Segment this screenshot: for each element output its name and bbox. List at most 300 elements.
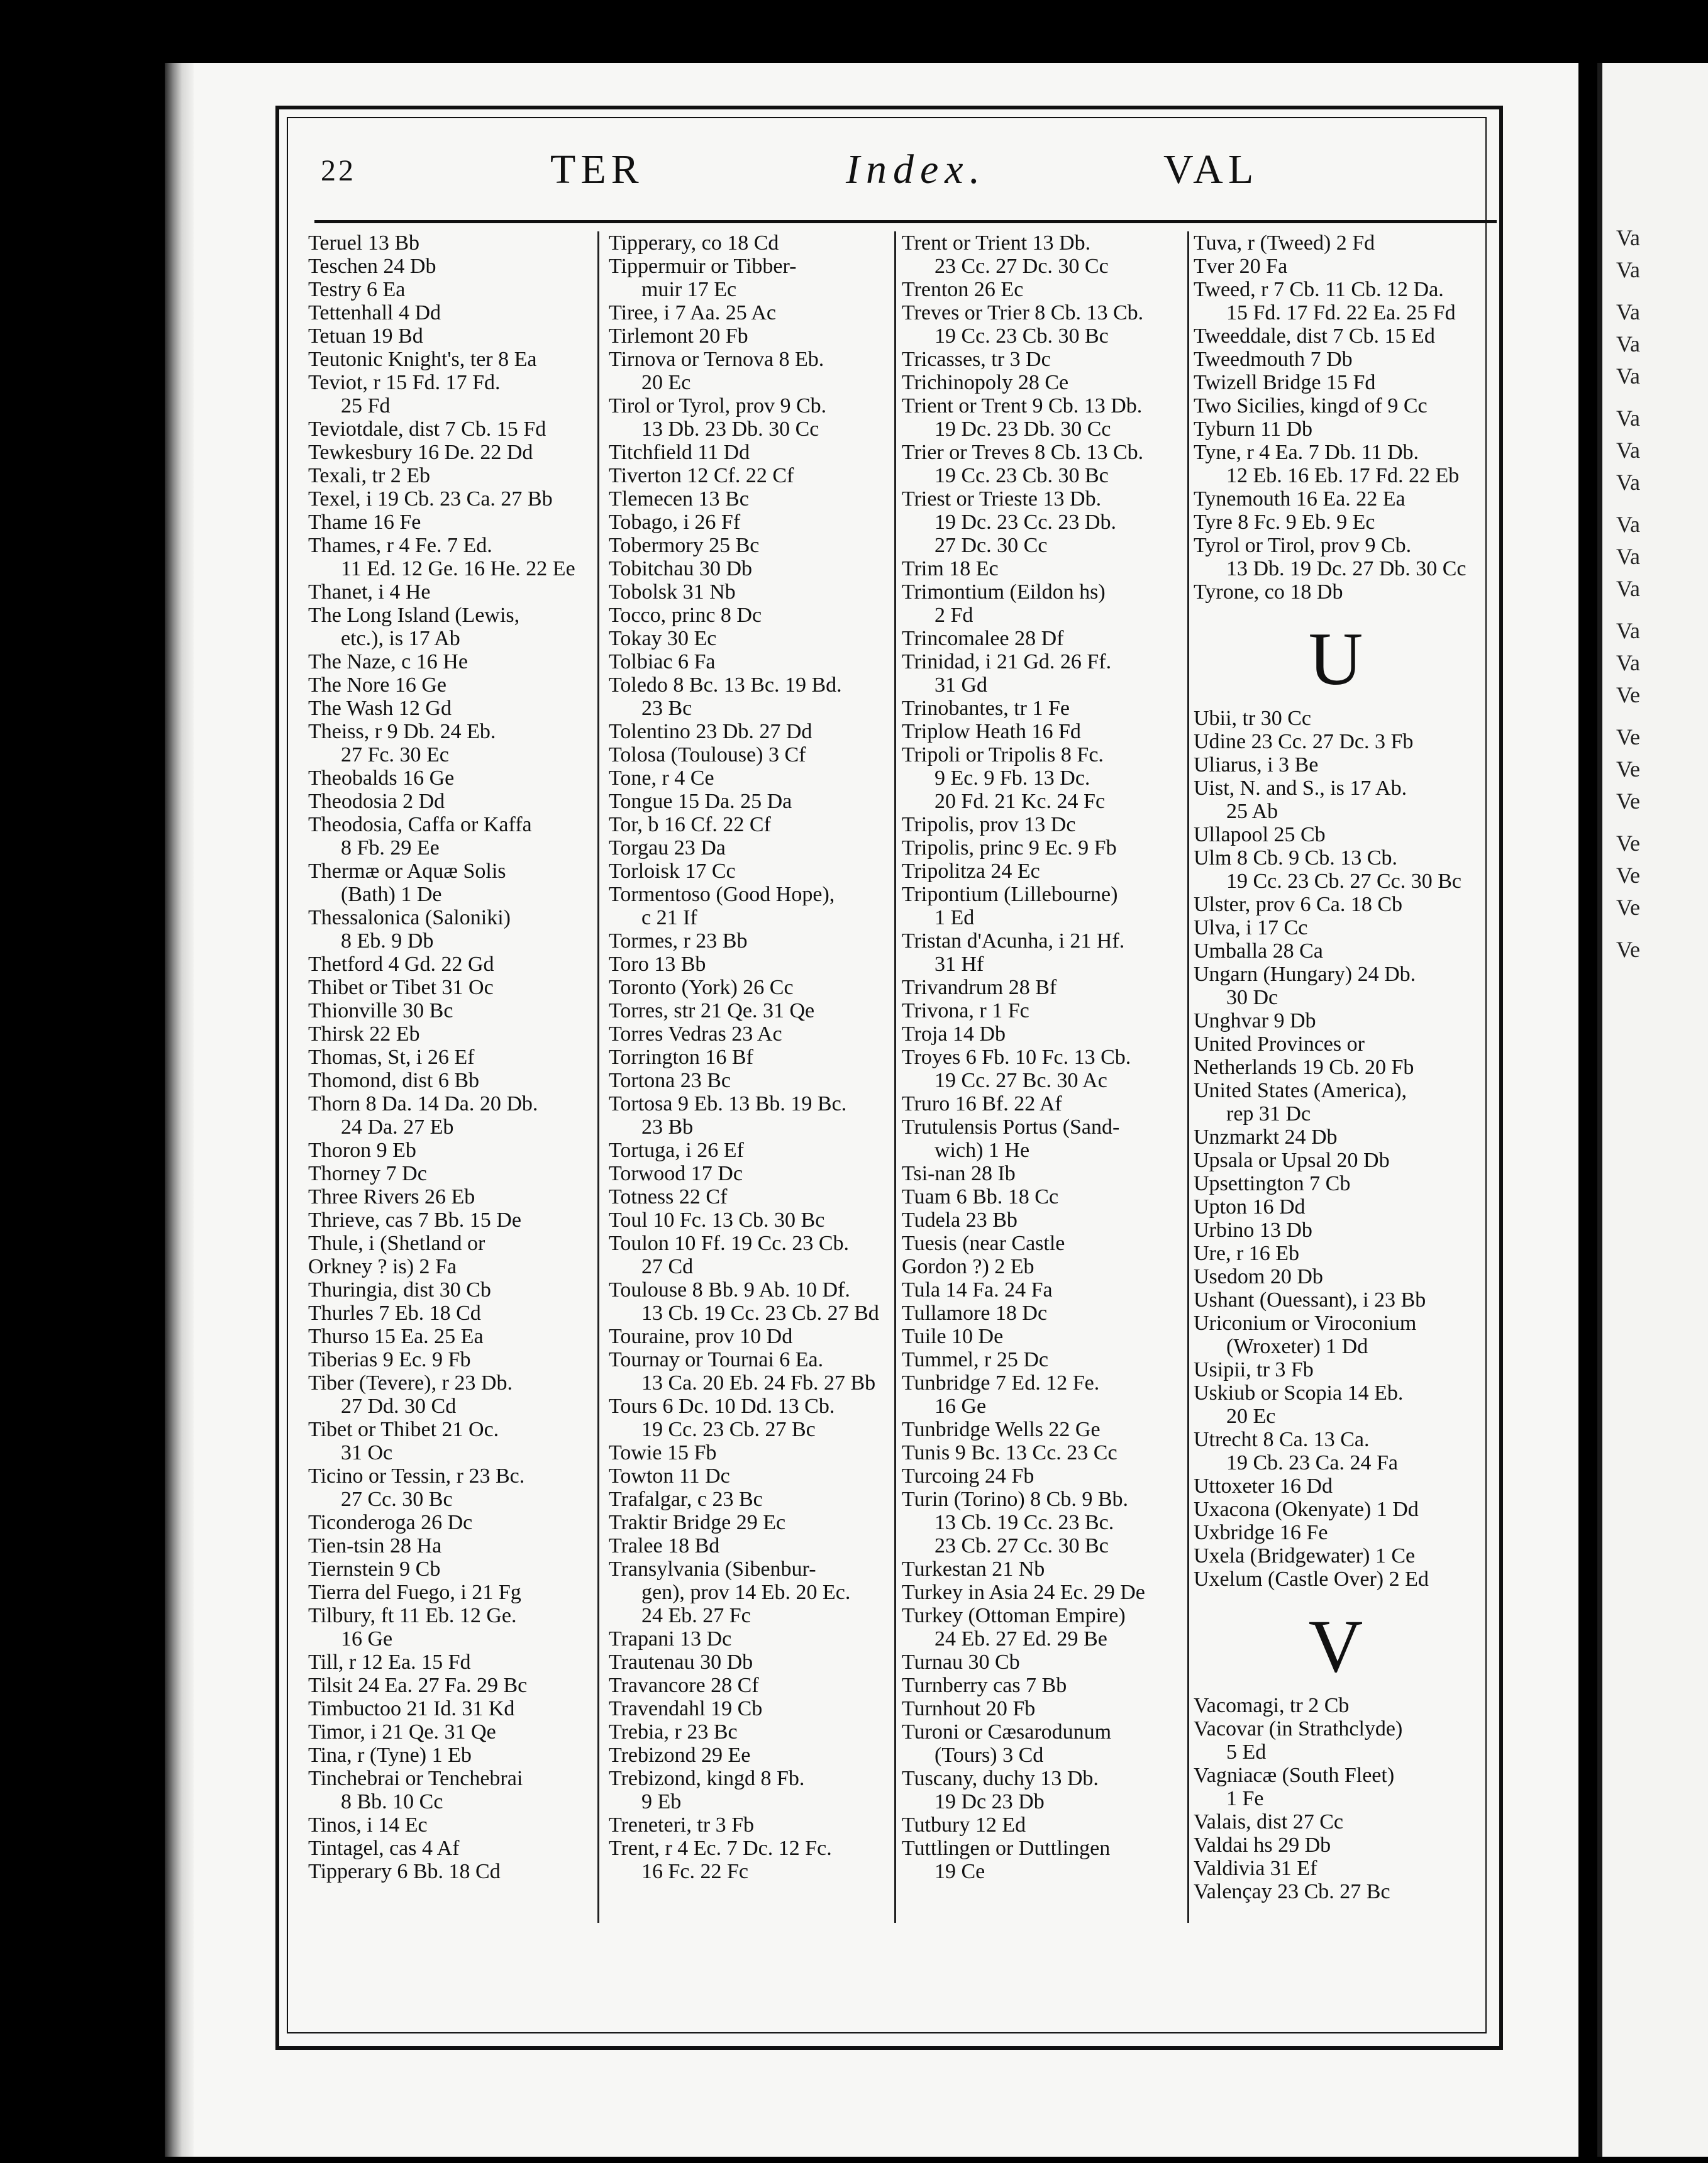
index-entry-continuation: etc.), is 17 Ab (341, 627, 460, 650)
index-entry: Tripolis, princ 9 Ec. 9 Fb (902, 836, 1117, 860)
index-entry-continuation: 20 Ec (1226, 1405, 1276, 1428)
index-entry-continuation: 1 Fe (1226, 1787, 1264, 1810)
index-entry: Tlemecen 13 Bc (609, 487, 749, 511)
index-entry: Tobermory 25 Bc (609, 534, 760, 557)
index-entry-continuation: 5 Ed (1226, 1740, 1267, 1764)
index-entry: Tours 6 Dc. 10 Dd. 13 Cb. (609, 1395, 835, 1418)
index-entry: Trimontium (Eildon hs) (902, 580, 1106, 604)
index-entry-continuation: wich) 1 He (934, 1139, 1030, 1162)
facing-page-fragment: Ve (1616, 831, 1640, 856)
facing-page-fragment: Ve (1616, 756, 1640, 782)
index-entry: Tortona 23 Bc (609, 1069, 731, 1092)
facing-page-fragment: Va (1616, 576, 1640, 601)
index-entry: Tiverton 12 Cf. 22 Cf (609, 464, 794, 487)
index-entry: Trim 18 Ec (902, 557, 999, 580)
index-entry-continuation: 27 Dc. 30 Cc (934, 534, 1048, 557)
index-entry-continuation: 13 Cb. 19 Cc. 23 Bc. (934, 1511, 1114, 1534)
index-entry: United Provinces or (1194, 1032, 1365, 1056)
index-entry: Uttoxeter 16 Dd (1194, 1474, 1333, 1498)
index-entry-continuation: 16 Ge (341, 1627, 393, 1651)
index-entry-continuation: 1 Ed (934, 906, 975, 929)
index-entry: Uist, N. and S., is 17 Ab. (1194, 777, 1407, 800)
index-columns (308, 231, 1490, 1923)
index-entry-continuation: (Tours) 3 Cd (934, 1744, 1044, 1767)
index-entry-continuation: 30 Dc (1226, 986, 1278, 1009)
index-entry: Uriconium or Viroconium (1194, 1312, 1417, 1335)
facing-page-fragment: Ve (1616, 788, 1640, 814)
index-entry: Teruel 13 Bb (308, 231, 420, 255)
facing-page-fragment: Va (1616, 650, 1640, 675)
index-entry: Trincomalee 28 Df (902, 627, 1064, 650)
facing-page-fragment: Va (1616, 544, 1640, 569)
index-entry: Tetuan 19 Bd (308, 324, 423, 348)
index-entry-continuation: 23 Bb (641, 1115, 694, 1139)
index-entry-continuation: c 21 If (641, 906, 697, 929)
index-entry: Tiree, i 7 Aa. 25 Ac (609, 301, 777, 324)
index-entry-continuation: 9 Ec. 9 Fb. 13 Dc. (934, 766, 1090, 790)
index-entry: Upsala or Upsal 20 Db (1194, 1149, 1390, 1172)
index-entry-continuation: 8 Bb. 10 Cc (341, 1790, 443, 1813)
index-entry: Tortosa 9 Eb. 13 Bb. 19 Bc. (609, 1092, 847, 1115)
index-entry-continuation: 13 Db. 19 Dc. 27 Db. 30 Cc (1226, 557, 1467, 580)
index-entry: Tiber (Tevere), r 23 Db. (308, 1371, 513, 1395)
index-entry-continuation: 31 Hf (934, 953, 984, 976)
index-entry: Turin (Torino) 8 Cb. 9 Bb. (902, 1488, 1129, 1511)
index-entry: Upsettington 7 Cb (1194, 1172, 1351, 1195)
index-entry: Tournay or Tournai 6 Ea. (609, 1348, 824, 1371)
index-entry: Unghvar 9 Db (1194, 1009, 1316, 1032)
index-entry: Turkestan 21 Nb (902, 1557, 1045, 1581)
index-entry: Tierra del Fuego, i 21 Fg (308, 1581, 521, 1604)
index-entry: Texel, i 19 Cb. 23 Ca. 27 Bb (308, 487, 553, 511)
index-entry: Tripoli or Tripolis 8 Fc. (902, 743, 1104, 766)
index-entry: Turnau 30 Cb (902, 1651, 1020, 1674)
facing-page-fragment: Va (1616, 299, 1640, 324)
index-entry: Troyes 6 Fb. 10 Fc. 13 Cb. (902, 1046, 1131, 1069)
index-entry-continuation: (Wroxeter) 1 Dd (1226, 1335, 1368, 1358)
index-entry-continuation: 27 Fc. 30 Ec (341, 743, 449, 766)
index-entry-continuation: 27 Cd (641, 1255, 694, 1278)
index-entry: Treneteri, tr 3 Fb (609, 1813, 755, 1837)
index-entry: Trebizond 29 Ee (609, 1744, 751, 1767)
index-entry-continuation: 2 Fd (934, 604, 973, 627)
index-entry: Tolbiac 6 Fa (609, 650, 716, 673)
index-column-4 (1194, 231, 1478, 1903)
index-entry: Tullamore 18 Dc (902, 1302, 1048, 1325)
index-entry: Torgau 23 Da (609, 836, 726, 860)
index-entry: Turoni or Cæsarodunum (902, 1720, 1112, 1744)
facing-page-fragment: Va (1616, 618, 1640, 643)
index-entry-continuation: 19 Dc 23 Db (934, 1790, 1045, 1813)
index-entry: Toulouse 8 Bb. 9 Ab. 10 Df. (609, 1278, 850, 1302)
index-entry-continuation: 16 Ge (934, 1395, 987, 1418)
facing-page-fragment: Ve (1616, 937, 1640, 962)
index-entry: Urbino 13 Db (1194, 1219, 1312, 1242)
index-entry: Ubii, tr 30 Cc (1194, 707, 1311, 730)
index-entry: Thule, i (Shetland or (308, 1232, 485, 1255)
index-entry: Tudela 23 Bb (902, 1209, 1018, 1232)
index-entry: Tripontium (Lillebourne) (902, 883, 1118, 906)
index-entry: Troja 14 Db (902, 1022, 1006, 1046)
index-entry: Tongue 15 Da. 25 Da (609, 790, 792, 813)
index-entry: Timor, i 21 Qe. 31 Qe (308, 1720, 496, 1744)
index-entry-continuation: 20 Fd. 21 Kc. 24 Fc (934, 790, 1106, 813)
index-entry: The Long Island (Lewis, (308, 604, 520, 627)
index-entry: Tirol or Tyrol, prov 9 Cb. (609, 394, 827, 418)
index-entry: Thermæ or Aquæ Solis (308, 860, 506, 883)
facing-page-fragment: Va (1616, 512, 1640, 537)
index-entry: Valençay 23 Cb. 27 Bc (1194, 1880, 1390, 1903)
index-entry: Tewkesbury 16 De. 22 Dd (308, 441, 533, 464)
index-entry: Thomas, St, i 26 Ef (308, 1046, 475, 1069)
index-entry: Trebia, r 23 Bc (609, 1720, 738, 1744)
index-entry: Tone, r 4 Ce (609, 766, 714, 790)
index-entry: Toulon 10 Ff. 19 Cc. 23 Cb. (609, 1232, 850, 1255)
page-gutter (165, 63, 194, 2157)
index-entry: Tunis 9 Bc. 13 Cc. 23 Cc (902, 1441, 1117, 1464)
index-entry: Toro 13 Bb (609, 953, 706, 976)
index-entry: Toul 10 Fc. 13 Cb. 30 Bc (609, 1209, 825, 1232)
index-entry: Tor, b 16 Cf. 22 Cf (609, 813, 771, 836)
index-entry-continuation: 9 Eb (641, 1790, 682, 1813)
facing-page-fragment: Va (1616, 331, 1640, 357)
index-entry: Ulm 8 Cb. 9 Cb. 13 Cb. (1194, 846, 1397, 870)
index-entry: Teschen 24 Db (308, 255, 436, 278)
left-guide-word: TER (550, 147, 644, 192)
index-entry: Uliarus, i 3 Be (1194, 753, 1319, 777)
index-entry: Thurles 7 Eb. 18 Cd (308, 1302, 481, 1325)
index-entry: Tynemouth 16 Ea. 22 Ea (1194, 487, 1406, 511)
index-entry: Trenton 26 Ec (902, 278, 1024, 301)
index-entry: Upton 16 Dd (1194, 1195, 1306, 1219)
index-entry: Thoron 9 Eb (308, 1139, 416, 1162)
index-entry: Turcoing 24 Fb (902, 1464, 1034, 1488)
index-entry: Titchfield 11 Dd (609, 441, 750, 464)
index-entry: Uxbridge 16 Fe (1194, 1521, 1328, 1544)
index-entry-continuation: 31 Gd (934, 673, 988, 697)
index-entry: Ushant (Ouessant), i 23 Bb (1194, 1288, 1426, 1312)
page-title: Index. (846, 147, 987, 192)
index-entry: Netherlands 19 Cb. 20 Fb (1194, 1056, 1414, 1079)
index-entry-continuation: 19 Cc. 23 Cb. 30 Bc (934, 464, 1109, 487)
index-entry: Tula 14 Fa. 24 Fa (902, 1278, 1053, 1302)
index-entry: Usipii, tr 3 Fb (1194, 1358, 1314, 1381)
index-entry: Trautenau 30 Db (609, 1651, 753, 1674)
index-entry: Tuttlingen or Duttlingen (902, 1837, 1111, 1860)
index-entry: Trinobantes, tr 1 Fe (902, 697, 1070, 720)
index-entry-continuation: 27 Dd. 30 Cd (341, 1395, 457, 1418)
index-entry: Tilbury, ft 11 Eb. 12 Ge. (308, 1604, 517, 1627)
facing-page-text (1616, 226, 1704, 970)
index-entry-continuation: 13 Cb. 19 Cc. 23 Cb. 27 Bd (641, 1302, 879, 1325)
index-entry-continuation: 12 Eb. 16 Eb. 17 Fd. 22 Eb (1226, 464, 1460, 487)
index-entry: Torwood 17 Dc (609, 1162, 743, 1185)
index-entry: Trier or Treves 8 Cb. 13 Cb. (902, 441, 1144, 464)
index-entry: Teviot, r 15 Fd. 17 Fd. (308, 371, 501, 394)
index-entry: Trent, r 4 Ec. 7 Dc. 12 Fc. (609, 1837, 832, 1860)
index-entry: Thomond, dist 6 Bb (308, 1069, 480, 1092)
index-entry: Tuile 10 De (902, 1325, 1004, 1348)
index-entry: Truro 16 Bf. 22 Af (902, 1092, 1062, 1115)
header-rule (314, 220, 1497, 223)
index-entry: Trivandrum 28 Bf (902, 976, 1057, 999)
index-entry: Tiberias 9 Ec. 9 Fb (308, 1348, 471, 1371)
index-entry: Tortuga, i 26 Ef (609, 1139, 744, 1162)
index-entry: Toledo 8 Bc. 13 Bc. 19 Bd. (609, 673, 842, 697)
index-column-1 (308, 231, 592, 1883)
index-entry: Tinchebrai or Tenchebrai (308, 1767, 523, 1790)
index-entry: Theobalds 16 Ge (308, 766, 455, 790)
index-entry: Thirsk 22 Eb (308, 1022, 420, 1046)
index-entry: Tobitchau 30 Db (609, 557, 753, 580)
index-entry: Tyburn 11 Db (1194, 418, 1313, 441)
index-entry: Trapani 13 Dc (609, 1627, 732, 1651)
index-entry: Tokay 30 Ec (609, 627, 717, 650)
index-entry: Orkney ? is) 2 Fa (308, 1255, 457, 1278)
index-entry: Theodosia, Caffa or Kaffa (308, 813, 532, 836)
index-entry: Tien-tsin 28 Ha (308, 1534, 442, 1557)
index-entry: Tweeddale, dist 7 Cb. 15 Ed (1194, 324, 1435, 348)
index-entry: Thionville 30 Bc (308, 999, 453, 1022)
index-entry-continuation: 15 Fd. 17 Fd. 22 Ea. 25 Fd (1226, 301, 1456, 324)
index-entry: Umballa 28 Ca (1194, 939, 1323, 963)
index-entry: Tyne, r 4 Ea. 7 Db. 11 Db. (1194, 441, 1419, 464)
index-entry: Tyrol or Tirol, prov 9 Cb. (1194, 534, 1412, 557)
facing-page-fragment: Va (1616, 257, 1640, 282)
index-entry: Trichinopoly 28 Ce (902, 371, 1069, 394)
index-entry: Tyrone, co 18 Db (1194, 580, 1343, 604)
index-entry: Utrecht 8 Ca. 13 Ca. (1194, 1428, 1370, 1451)
index-entry: Usedom 20 Db (1194, 1265, 1323, 1288)
index-entry: Tormentoso (Good Hope), (609, 883, 835, 906)
index-entry: United States (America), (1194, 1079, 1407, 1102)
facing-page-fragment: Ve (1616, 895, 1640, 920)
index-entry: Tsi-nan 28 Ib (902, 1162, 1016, 1185)
index-entry: Triest or Trieste 13 Db. (902, 487, 1102, 511)
index-entry-continuation: 19 Cc. 23 Cb. 27 Bc (641, 1418, 816, 1441)
index-entry: Tintagel, cas 4 Af (308, 1837, 460, 1860)
index-entry: Ullapool 25 Cb (1194, 823, 1326, 846)
index-entry-continuation: 19 Ce (934, 1860, 985, 1883)
index-entry: Torrington 16 Bf (609, 1046, 753, 1069)
index-entry: Vacovar (in Strathclyde) (1194, 1717, 1403, 1740)
index-entry: Ticonderoga 26 Dc (308, 1511, 473, 1534)
index-entry: Tinos, i 14 Ec (308, 1813, 428, 1837)
index-entry-continuation: 24 Eb. 27 Fc (641, 1604, 751, 1627)
index-entry: Valdivia 31 Ef (1194, 1857, 1317, 1880)
facing-page-fragment: Va (1616, 363, 1640, 389)
index-entry: Trent or Trient 13 Db. (902, 231, 1091, 255)
index-entry: Udine 23 Cc. 27 Dc. 3 Fb (1194, 730, 1414, 753)
index-entry: Tyre 8 Fc. 9 Eb. 9 Ec (1194, 511, 1375, 534)
index-entry: Thanet, i 4 He (308, 580, 431, 604)
index-entry: Tuscany, duchy 13 Db. (902, 1767, 1099, 1790)
index-entry: Tutbury 12 Ed (902, 1813, 1026, 1837)
index-entry: Tipperary, co 18 Cd (609, 231, 779, 255)
index-entry: Trinidad, i 21 Gd. 26 Ff. (902, 650, 1112, 673)
index-entry: Turnhout 20 Fb (902, 1697, 1036, 1720)
index-entry: Touraine, prov 10 Dd (609, 1325, 793, 1348)
index-entry: Thessalonica (Saloniki) (308, 906, 511, 929)
index-entry: Teviotdale, dist 7 Cb. 15 Fd (308, 418, 546, 441)
index-entry: Thorney 7 Dc (308, 1162, 427, 1185)
index-entry: Torloisk 17 Cc (609, 860, 736, 883)
index-entry-continuation: 25 Fd (341, 394, 391, 418)
index-entry: Tunbridge Wells 22 Ge (902, 1418, 1101, 1441)
section-letter: V (1308, 1604, 1363, 1688)
index-entry: Tina, r (Tyne) 1 Eb (308, 1744, 472, 1767)
index-entry-continuation: 23 Bc (641, 697, 692, 720)
index-entry-continuation: 31 Oc (341, 1441, 393, 1464)
index-entry: Tormes, r 23 Bb (609, 929, 748, 953)
index-entry: Uxela (Bridgewater) 1 Ce (1194, 1544, 1416, 1568)
index-entry: Tettenhall 4 Dd (308, 301, 441, 324)
index-entry: Triplow Heath 16 Fd (902, 720, 1081, 743)
index-entry: Trient or Trent 9 Cb. 13 Db. (902, 394, 1143, 418)
page-number: 22 (321, 154, 356, 187)
index-entry: Traktir Bridge 29 Ec (609, 1511, 786, 1534)
index-entry: Tipperary 6 Bb. 18 Cd (308, 1860, 501, 1883)
index-column-2 (609, 231, 893, 1883)
index-entry: Two Sicilies, kingd of 9 Cc (1194, 394, 1428, 418)
index-entry: Thetford 4 Gd. 22 Gd (308, 953, 494, 976)
facing-page-fragment: Va (1616, 470, 1640, 495)
index-entry: Tralee 18 Bd (609, 1534, 720, 1557)
index-entry-continuation: 19 Cb. 23 Ca. 24 Fa (1226, 1451, 1398, 1474)
index-entry: Till, r 12 Ea. 15 Fd (308, 1651, 471, 1674)
index-entry: Testry 6 Ea (308, 278, 406, 301)
index-entry: Tricasses, tr 3 Dc (902, 348, 1051, 371)
index-entry: Thame 16 Fe (308, 511, 421, 534)
index-entry: Tuva, r (Tweed) 2 Fd (1194, 231, 1375, 255)
right-guide-word: VAL (1163, 147, 1259, 192)
index-entry: Towton 11 Dc (609, 1464, 730, 1488)
index-entry: Treves or Trier 8 Cb. 13 Cb. (902, 301, 1144, 324)
index-entry: Vagniacæ (South Fleet) (1194, 1764, 1395, 1787)
index-entry: Theiss, r 9 Db. 24 Eb. (308, 720, 496, 743)
index-entry: The Wash 12 Gd (308, 697, 452, 720)
index-entry: Travendahl 19 Cb (609, 1697, 763, 1720)
facing-page-fragment: Ve (1616, 682, 1640, 707)
facing-page-fragment: Va (1616, 225, 1640, 250)
index-entry-continuation: 19 Cc. 23 Cb. 27 Cc. 30 Bc (1226, 870, 1461, 893)
index-entry: Ulva, i 17 Cc (1194, 916, 1308, 939)
index-entry: Uxacona (Okenyate) 1 Dd (1194, 1498, 1419, 1521)
index-entry: Thurso 15 Ea. 25 Ea (308, 1325, 484, 1348)
index-entry: Turkey in Asia 24 Ec. 29 De (902, 1581, 1145, 1604)
index-entry-continuation: 23 Cc. 27 Dc. 30 Cc (934, 255, 1109, 278)
index-entry: Tiernstein 9 Cb (308, 1557, 441, 1581)
index-entry: Toronto (York) 26 Cc (609, 976, 794, 999)
index-entry: Travancore 28 Cf (609, 1674, 759, 1697)
index-entry-continuation: 19 Dc. 23 Db. 30 Cc (934, 418, 1111, 441)
index-entry-continuation: 19 Dc. 23 Cc. 23 Db. (934, 511, 1116, 534)
index-entry: Trebizond, kingd 8 Fb. (609, 1767, 805, 1790)
facing-page-fragment: Va (1616, 438, 1640, 463)
facing-page-fragment: Ve (1616, 863, 1640, 888)
facing-page-fragment: Va (1616, 406, 1640, 431)
index-entry: Turkey (Ottoman Empire) (902, 1604, 1126, 1627)
index-entry: Torres, str 21 Qe. 31 Qe (609, 999, 815, 1022)
index-entry: Tummel, r 25 Dc (902, 1348, 1048, 1371)
index-entry: Ulster, prov 6 Ca. 18 Cb (1194, 893, 1402, 916)
index-entry-continuation: 11 Ed. 12 Ge. 16 He. 22 Ee (341, 557, 575, 580)
index-entry-continuation: gen), prov 14 Eb. 20 Ec. (641, 1581, 851, 1604)
index-entry-continuation: 13 Ca. 20 Eb. 24 Fb. 27 Bb (641, 1371, 876, 1395)
index-entry: Tocco, princ 8 Dc (609, 604, 762, 627)
section-letter: U (1308, 617, 1363, 700)
index-entry: Tweed, r 7 Cb. 11 Cb. 12 Da. (1194, 278, 1444, 301)
index-entry: Uxelum (Castle Over) 2 Ed (1194, 1568, 1429, 1591)
index-entry: Thuringia, dist 30 Cb (308, 1278, 491, 1302)
index-entry-continuation: 16 Fc. 22 Fc (641, 1860, 748, 1883)
index-entry: Thrieve, cas 7 Bb. 15 De (308, 1209, 521, 1232)
index-entry: Thibet or Tibet 31 Oc (308, 976, 494, 999)
index-entry: Tolosa (Toulouse) 3 Cf (609, 743, 806, 766)
index-entry: Tripolis, prov 13 Dc (902, 813, 1076, 836)
index-entry: Valais, dist 27 Cc (1194, 1810, 1343, 1834)
index-entry: Torres Vedras 23 Ac (609, 1022, 782, 1046)
index-entry: Tuesis (near Castle (902, 1232, 1065, 1255)
index-entry: Ticino or Tessin, r 23 Bc. (308, 1464, 525, 1488)
index-entry: Tirlemont 20 Fb (609, 324, 748, 348)
index-entry-continuation: (Bath) 1 De (341, 883, 442, 906)
index-entry: Tibet or Thibet 21 Oc. (308, 1418, 499, 1441)
index-entry-continuation: 24 Eb. 27 Ed. 29 Be (934, 1627, 1107, 1651)
index-entry-continuation: 19 Cc. 23 Cb. 30 Bc (934, 324, 1109, 348)
index-entry: Texali, tr 2 Eb (308, 464, 431, 487)
index-entry-continuation: rep 31 Dc (1226, 1102, 1311, 1126)
index-entry-continuation: 24 Da. 27 Eb (341, 1115, 454, 1139)
index-entry-continuation: 8 Fb. 29 Ee (341, 836, 440, 860)
index-entry: Timbuctoo 21 Id. 31 Kd (308, 1697, 515, 1720)
index-entry: Tristan d'Acunha, i 21 Hf. (902, 929, 1125, 953)
index-entry-continuation: 13 Db. 23 Db. 30 Cc (641, 418, 819, 441)
index-entry-continuation: 23 Cb. 27 Cc. 30 Bc (934, 1534, 1109, 1557)
index-entry: Unzmarkt 24 Db (1194, 1126, 1338, 1149)
index-entry: Uskiub or Scopia 14 Eb. (1194, 1381, 1404, 1405)
index-entry: Tilsit 24 Ea. 27 Fa. 29 Bc (308, 1674, 528, 1697)
index-entry: Teutonic Knight's, ter 8 Ea (308, 348, 537, 371)
index-entry: Tobolsk 31 Nb (609, 580, 736, 604)
index-entry: Thames, r 4 Fe. 7 Ed. (308, 534, 492, 557)
index-entry-continuation: 19 Cc. 27 Bc. 30 Ac (934, 1069, 1107, 1092)
index-entry: Trutulensis Portus (Sand- (902, 1115, 1120, 1139)
index-entry-continuation: 25 Ab (1226, 800, 1278, 823)
index-entry: Transylvania (Sibenbur- (609, 1557, 816, 1581)
running-header (314, 146, 1484, 202)
index-entry: Tweedmouth 7 Db (1194, 348, 1353, 371)
index-entry: Tobago, i 26 Ff (609, 511, 741, 534)
index-entry: Ungarn (Hungary) 24 Db. (1194, 963, 1416, 986)
index-entry: Tolentino 23 Db. 27 Dd (609, 720, 812, 743)
index-entry: Theodosia 2 Dd (308, 790, 445, 813)
index-entry-continuation: 27 Cc. 30 Bc (341, 1488, 453, 1511)
index-entry: Three Rivers 26 Eb (308, 1185, 475, 1209)
index-entry: The Nore 16 Ge (308, 673, 446, 697)
index-entry: Towie 15 Fb (609, 1441, 717, 1464)
index-entry: Trafalgar, c 23 Bc (609, 1488, 763, 1511)
index-entry: Gordon ?) 2 Eb (902, 1255, 1034, 1278)
index-entry: Turnberry cas 7 Bb (902, 1674, 1067, 1697)
index-entry: Valdai hs 29 Db (1194, 1834, 1331, 1857)
index-entry: Tuam 6 Bb. 18 Cc (902, 1185, 1059, 1209)
index-entry: Twizell Bridge 15 Fd (1194, 371, 1376, 394)
facing-page-fragment: Ve (1616, 724, 1640, 750)
index-entry: The Naze, c 16 He (308, 650, 468, 673)
index-entry: Ure, r 16 Eb (1194, 1242, 1300, 1265)
index-entry-continuation: muir 17 Ec (641, 278, 737, 301)
